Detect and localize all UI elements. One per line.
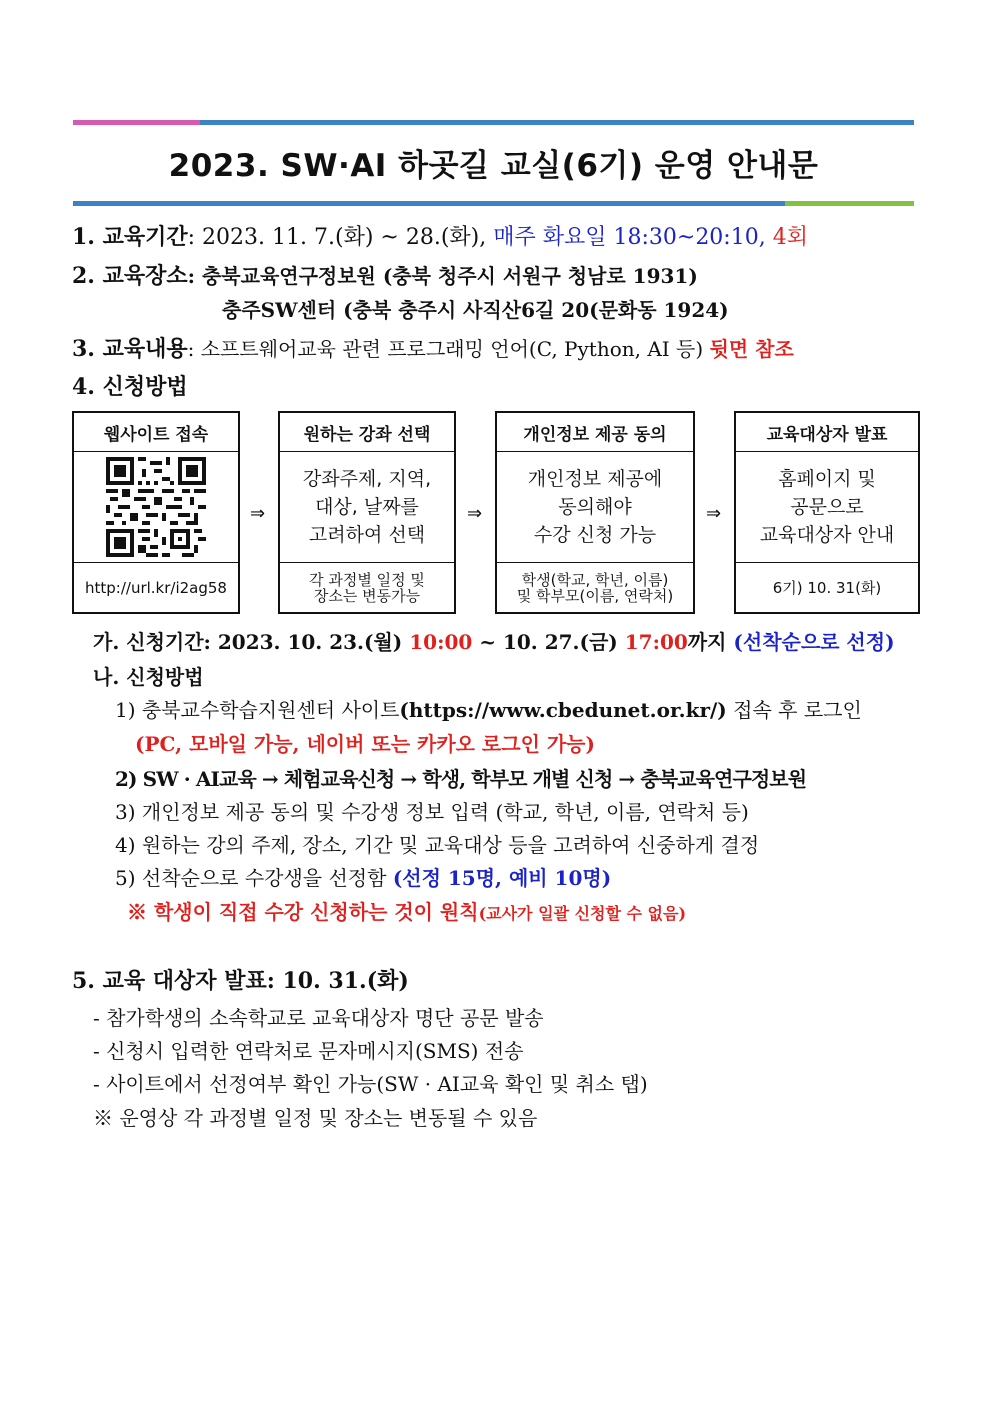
place-line <box>72 259 698 290</box>
period-label: 1. 교육기간 <box>72 224 188 250</box>
flow-arrow-icon: ⇒ <box>706 503 722 524</box>
apply-method-label: 나. 신청방법 <box>93 665 204 689</box>
flow-step-footer: 각 과정별 일정 및 장소는 변동가능 <box>309 571 425 605</box>
content-note: 뒷면 참조 <box>709 337 794 361</box>
flow-step-announce <box>734 411 920 614</box>
warning-sub: (교사가 일괄 신청할 수 없음) <box>478 904 687 923</box>
announce-note: ※ 운영상 각 과정별 일정 및 장소는 변동될 수 있음 <box>93 1106 538 1130</box>
apply-end-time: 17:00 <box>624 630 688 654</box>
apply-period-label: 가. 신청기간: 2023. 10. 23.(월) <box>93 630 403 654</box>
flow-step-body: 홈페이지 및 공문으로 교육대상자 안내 <box>736 452 918 563</box>
apply-step-2: 2) SW · AI교육 → 체험교육신청 → 학생, 학부모 개별 신청 → 충북교육연구정보원 <box>115 767 807 791</box>
apply-step-1 <box>115 694 862 723</box>
flow-step-header: 교육대상자 발표 <box>736 413 918 452</box>
apply-step-4: 4) 원하는 강의 주제, 장소, 기간 및 교육대상 등을 고려하여 신중하게 결정 <box>115 833 760 857</box>
content-line <box>72 332 794 363</box>
step1-text: 1) 충북교수학습지원센터 사이트 <box>115 698 400 722</box>
apply-period <box>93 626 895 655</box>
place-2: 충주SW센터 (충북 충주시 사직산6길 20(문화동 1924) <box>222 298 729 322</box>
apply-step-5 <box>115 862 611 891</box>
place-1: : 충북교육연구정보원 (충북 청주시 서원구 청남로 1931) <box>187 264 698 288</box>
top-divider <box>73 120 914 125</box>
warning-main: ※ 학생이 직접 수강 신청하는 것이 원칙 <box>127 900 479 924</box>
announce-heading: 5. 교육 대상자 발표: 10. 31.(화) <box>72 968 409 994</box>
period-dates: : 2023. 11. 7.(화) ~ 28.(화), <box>187 225 487 250</box>
flow-step-course <box>278 411 456 614</box>
period-weekly: 매주 화요일 18:30~20:10, <box>493 225 766 250</box>
apply-warning <box>127 896 686 925</box>
apply-start-time: 10:00 <box>409 630 473 654</box>
flow-arrow-icon: ⇒ <box>250 503 266 524</box>
announce-line-1: - 참가학생의 소속학교로 교육대상자 명단 공문 발송 <box>93 1006 544 1030</box>
flow-step-header: 원하는 강좌 선택 <box>280 413 454 452</box>
flow-step-consent <box>495 411 695 614</box>
content-text: : 소프트웨어교육 관련 프로그래밍 언어(C, Python, AI 등) <box>187 337 704 361</box>
period-line <box>72 220 808 251</box>
step1-url[interactable]: (https://www.cbedunet.or.kr/) <box>399 698 727 722</box>
bottom-divider <box>73 201 914 206</box>
announce-line-2: - 신청시 입력한 연락처로 문자메시지(SMS) 전송 <box>93 1039 524 1063</box>
apply-step-3: 3) 개인정보 제공 동의 및 수강생 정보 입력 (학교, 학년, 이름, 연락처 등) <box>115 800 749 824</box>
flow-step-body: 강좌주제, 지역, 대상, 날짜를 고려하여 선택 <box>280 452 454 563</box>
method-heading: 4. 신청방법 <box>72 374 188 400</box>
flow-step-header: 개인정보 제공 동의 <box>497 413 693 452</box>
page-title: 2023. SW·AI 하곳길 교실(6기) 운영 안내문 <box>168 148 819 184</box>
qr-code-icon <box>74 452 238 563</box>
step5-text: 5) 선착순으로 수강생을 선정함 <box>115 866 387 890</box>
flow-step-footer: 6기) 10. 31(화) <box>772 579 882 597</box>
announce-line-3: - 사이트에서 선정여부 확인 가능(SW · AI교육 확인 및 취소 탭) <box>93 1072 648 1096</box>
apply-first-come: (선착순으로 선정) <box>733 630 895 654</box>
step5-note: (선정 15명, 예비 10명) <box>392 866 612 890</box>
website-url[interactable]: http://url.kr/i2ag58 <box>85 579 227 597</box>
flow-step-website <box>72 411 240 614</box>
period-count: 4회 <box>772 225 808 250</box>
place-label: 2. 교육장소 <box>72 263 188 289</box>
step1-text-b: 접속 후 로그인 <box>733 698 862 722</box>
apply-tilde: ~ 10. 27.(금) <box>479 630 618 654</box>
content-label: 3. 교육내용 <box>72 336 188 362</box>
step1-note: (PC, 모바일 가능, 네이버 또는 카카오 로그인 가능) <box>135 732 595 756</box>
flow-step-footer: 학생(학교, 학년, 이름) 및 학부모(이름, 연락처) <box>516 571 674 605</box>
apply-until: 까지 <box>687 630 727 654</box>
flow-step-header: 웹사이트 접속 <box>74 413 238 452</box>
flow-arrow-icon: ⇒ <box>467 503 483 524</box>
flow-step-body: 개인정보 제공에 동의해야 수강 신청 가능 <box>497 452 693 563</box>
